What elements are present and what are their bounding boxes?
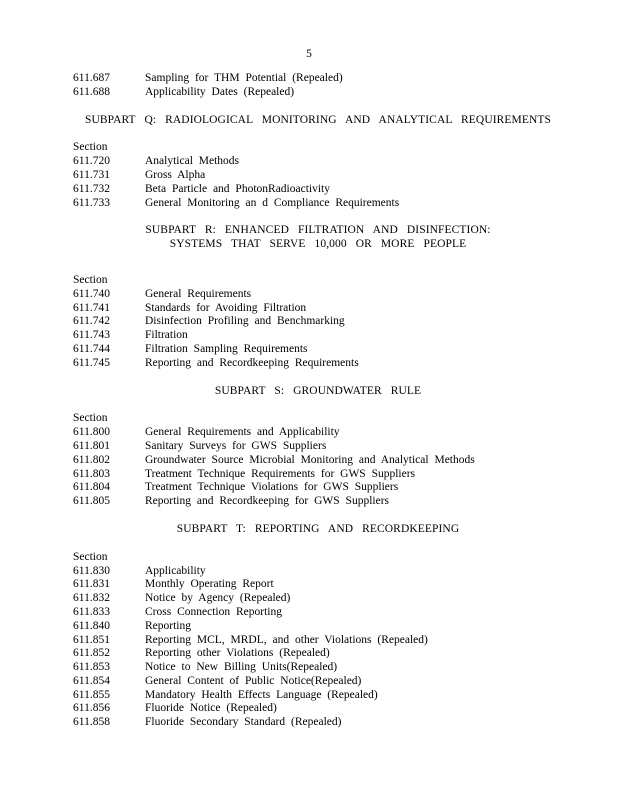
list-item	[73, 315, 563, 329]
section-number: 611.731	[73, 168, 110, 181]
section-title: Reporting and Recordkeeping for GWS Suppliers	[145, 495, 389, 508]
section-number: 611.687	[73, 72, 110, 84]
section-title: Beta Particle and PhotonRadioactivity	[145, 182, 330, 195]
section-title: Applicability	[145, 564, 206, 577]
section-number: 611.800	[73, 426, 110, 439]
list-item	[73, 661, 563, 675]
section-number: 611.744	[73, 342, 110, 355]
list-item	[73, 468, 563, 482]
section-title: Cross Connection Reporting	[145, 605, 282, 618]
section-title: Sampling for THM Potential (Repealed)	[145, 72, 343, 84]
section-title: Analytical Methods	[145, 155, 240, 168]
subpart-q-heading: SUBPART Q: RADIOLOGICAL MONITORING AND ANALYTICAL REQUIREMENTS	[84, 113, 552, 126]
subpart-q	[73, 114, 563, 211]
section-number: 611.741	[73, 301, 110, 314]
list-item	[73, 620, 563, 634]
section-number: 611.745	[73, 356, 110, 369]
subpart-t-heading: SUBPART T: REPORTING AND RECORDKEEPING	[176, 522, 460, 535]
list-item	[73, 155, 563, 169]
section-title: Treatment Technique Violations for GWS Suppliers	[145, 481, 399, 494]
list-item	[73, 495, 563, 509]
section-number: 611.802	[73, 453, 110, 466]
section-title: Sanitary Surveys for GWS Suppliers	[145, 439, 327, 452]
section-number: 611.833	[73, 605, 110, 618]
section-number: 611.856	[73, 702, 110, 715]
section-title: Standards for Avoiding Filtration	[145, 301, 307, 314]
page-number: 5	[306, 48, 312, 60]
list-item	[73, 565, 563, 579]
subpart-r-heading-line1: SUBPART R: ENHANCED FILTRATION AND DISINFECTION:	[145, 224, 491, 237]
section-title: General Content of Public Notice(Repealed)	[145, 674, 362, 687]
section-number: 611.804	[73, 481, 110, 494]
section-label: Section	[73, 141, 108, 154]
list-item	[73, 183, 563, 197]
section-title: General Monitoring an d Compliance Requirements	[145, 196, 400, 209]
list-item	[73, 716, 563, 730]
section-number: 611.688	[73, 85, 110, 98]
section-number: 611.801	[73, 439, 110, 452]
section-title: General Requirements	[145, 287, 252, 300]
section-title: Disinfection Profiling and Benchmarking	[145, 315, 345, 328]
section-title: General Requirements and Applicability	[145, 426, 340, 439]
document-body	[73, 72, 563, 730]
section-label: Section	[73, 550, 108, 563]
section-number: 611.733	[73, 196, 110, 209]
section-title: Applicability Dates (Repealed)	[145, 85, 295, 98]
list-item	[73, 634, 563, 648]
section-number: 611.851	[73, 633, 110, 646]
section-number: 611.853	[73, 661, 110, 674]
section-title: Treatment Technique Requirements for GWS Suppliers	[145, 467, 416, 480]
section-title: Reporting MCL, MRDL, and other Violations (Repealed)	[145, 633, 428, 646]
intro-list	[73, 72, 563, 100]
section-title: Filtration Sampling Requirements	[145, 342, 308, 355]
section-number: 611.854	[73, 674, 110, 687]
section-title: Fluoride Notice (Repealed)	[145, 702, 277, 715]
list-item	[73, 440, 563, 454]
subpart-r-heading-line2: SYSTEMS THAT SERVE 10,000 OR MORE PEOPLE	[169, 238, 467, 251]
list-item	[73, 689, 563, 703]
section-number: 611.855	[73, 688, 110, 701]
list-item	[73, 169, 563, 183]
section-title: Monthly Operating Report	[145, 578, 274, 591]
section-number: 611.742	[73, 315, 110, 328]
list-item	[73, 454, 563, 468]
section-number: 611.803	[73, 467, 110, 480]
section-number: 611.740	[73, 287, 110, 300]
list-item	[73, 197, 563, 211]
section-title: Fluoride Secondary Standard (Repealed)	[145, 716, 342, 729]
section-label: Section	[73, 412, 108, 425]
section-title: Reporting	[145, 619, 191, 632]
section-number: 611.858	[73, 716, 110, 729]
subpart-s-heading: SUBPART S: GROUNDWATER RULE	[214, 384, 422, 397]
list-item	[73, 86, 563, 100]
section-label: Section	[73, 273, 108, 286]
section-title: Filtration	[145, 329, 188, 342]
section-number: 611.732	[73, 182, 110, 195]
list-item	[73, 357, 563, 371]
section-number: 611.832	[73, 592, 110, 605]
section-title: Groundwater Source Microbial Monitoring and Analytical Methods	[145, 453, 475, 466]
section-number: 611.840	[73, 619, 110, 632]
list-item	[73, 481, 563, 495]
list-item	[73, 578, 563, 592]
subpart-t	[73, 523, 563, 730]
list-item	[73, 592, 563, 606]
section-number: 611.743	[73, 329, 110, 342]
list-item	[73, 606, 563, 620]
section-number: 611.805	[73, 495, 110, 508]
section-number: 611.830	[73, 564, 110, 577]
section-title: Notice by Agency (Repealed)	[145, 592, 291, 605]
list-item	[73, 647, 563, 661]
list-item	[73, 72, 563, 86]
section-title: Reporting other Violations (Repealed)	[145, 647, 330, 660]
subpart-s	[73, 385, 563, 509]
section-number: 611.852	[73, 647, 110, 660]
list-item	[73, 288, 563, 302]
list-item	[73, 702, 563, 716]
subpart-r	[73, 224, 563, 370]
section-title: Notice to New Billing Units(Repealed)	[145, 661, 338, 674]
section-title: Reporting and Recordkeeping Requirements	[145, 356, 359, 369]
list-item	[73, 426, 563, 440]
section-title: Mandatory Health Effects Language (Repealed)	[145, 688, 378, 701]
list-item	[73, 302, 563, 316]
section-number: 611.720	[73, 155, 110, 168]
list-item	[73, 329, 563, 343]
section-title: Gross Alpha	[145, 168, 206, 181]
list-item	[73, 343, 563, 357]
section-number: 611.831	[73, 578, 110, 591]
list-item	[73, 675, 563, 689]
